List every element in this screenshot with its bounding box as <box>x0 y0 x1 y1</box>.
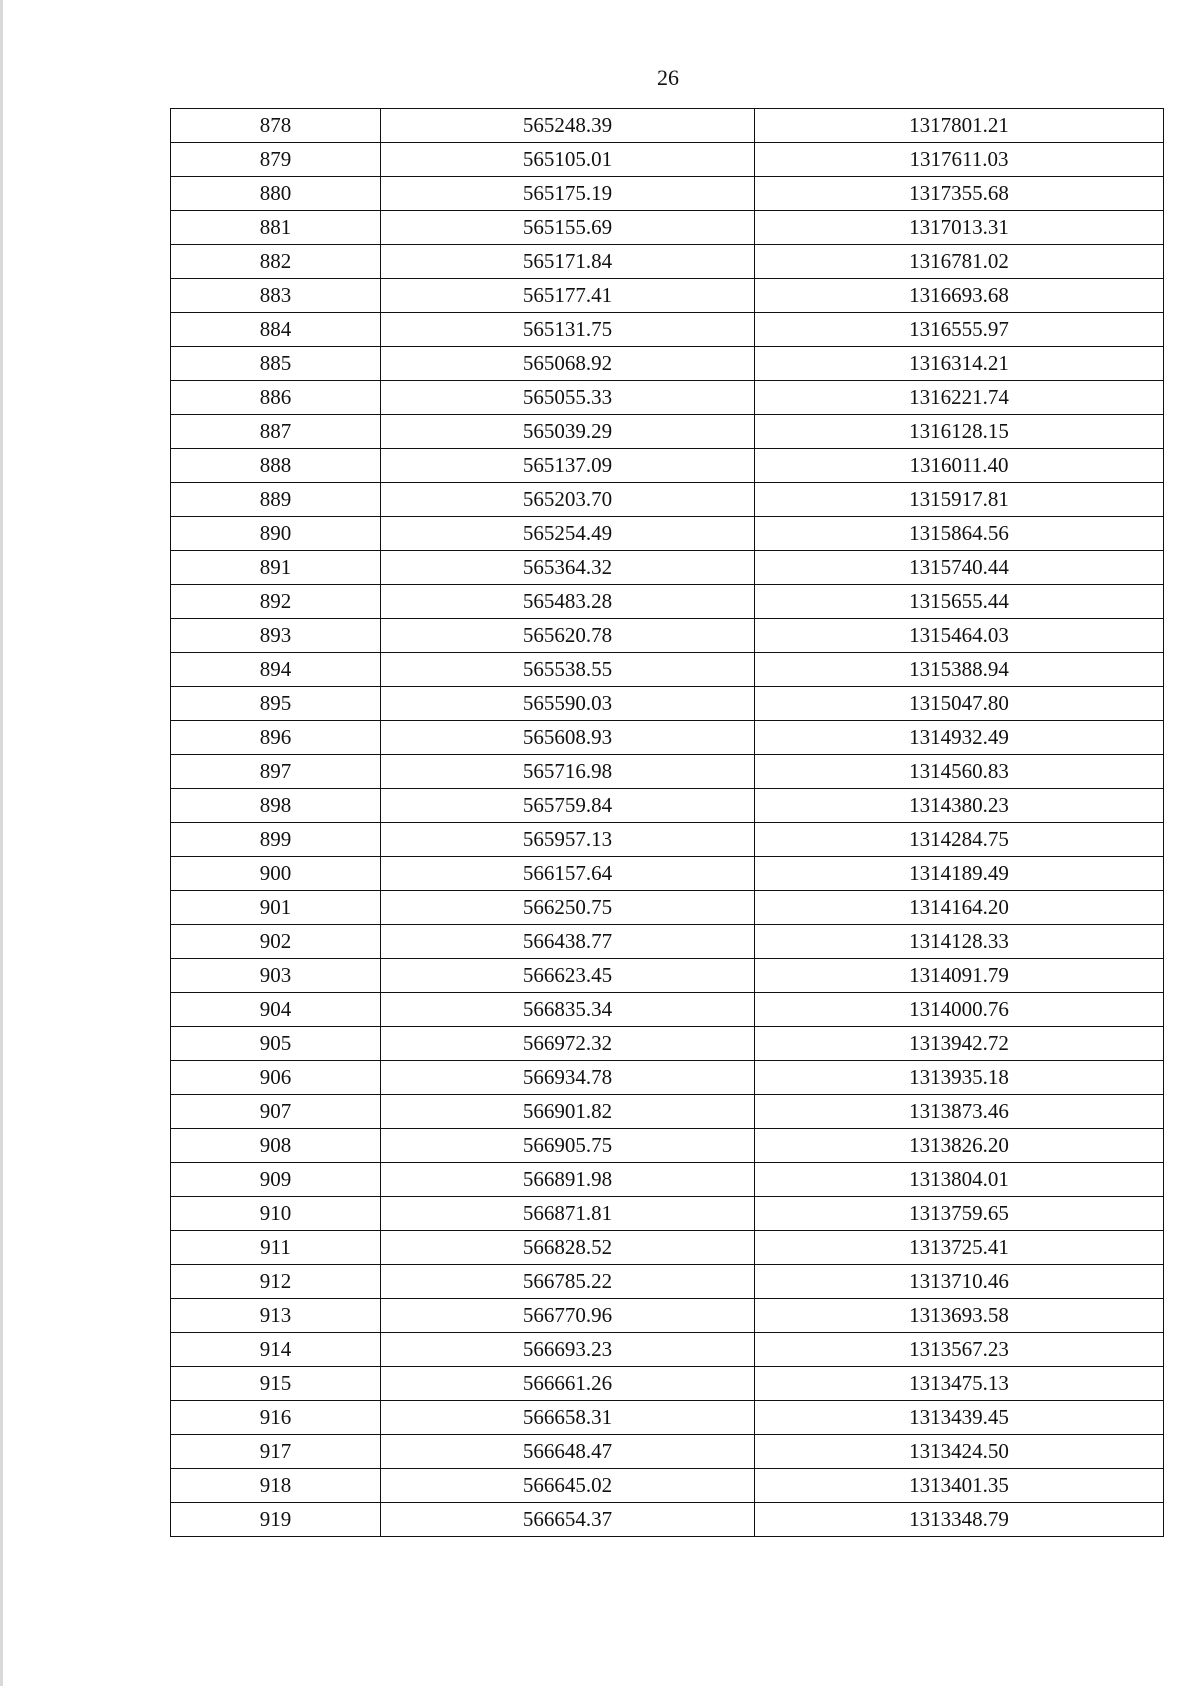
point-number-cell: 897 <box>171 755 381 789</box>
y-coordinate-cell: 1314560.83 <box>755 755 1164 789</box>
point-number-cell: 889 <box>171 483 381 517</box>
point-number-cell: 895 <box>171 687 381 721</box>
table-row <box>171 619 1164 653</box>
x-coordinate-cell: 565716.98 <box>381 755 755 789</box>
point-number-cell: 879 <box>171 143 381 177</box>
x-coordinate-cell: 566785.22 <box>381 1265 755 1299</box>
y-coordinate-cell: 1313873.46 <box>755 1095 1164 1129</box>
x-coordinate-cell: 566770.96 <box>381 1299 755 1333</box>
table-row <box>171 1163 1164 1197</box>
x-coordinate-cell: 566891.98 <box>381 1163 755 1197</box>
y-coordinate-cell: 1316128.15 <box>755 415 1164 449</box>
table-row <box>171 925 1164 959</box>
table-row <box>171 1231 1164 1265</box>
y-coordinate-cell: 1316314.21 <box>755 347 1164 381</box>
x-coordinate-cell: 565957.13 <box>381 823 755 857</box>
table-row <box>171 1129 1164 1163</box>
x-coordinate-cell: 566623.45 <box>381 959 755 993</box>
point-number-cell: 917 <box>171 1435 381 1469</box>
point-number-cell: 916 <box>171 1401 381 1435</box>
table-row <box>171 279 1164 313</box>
point-number-cell: 904 <box>171 993 381 1027</box>
point-number-cell: 880 <box>171 177 381 211</box>
y-coordinate-cell: 1313475.13 <box>755 1367 1164 1401</box>
y-coordinate-cell: 1317355.68 <box>755 177 1164 211</box>
point-number-cell: 878 <box>171 109 381 143</box>
x-coordinate-cell: 566661.26 <box>381 1367 755 1401</box>
y-coordinate-cell: 1315917.81 <box>755 483 1164 517</box>
x-coordinate-cell: 565055.33 <box>381 381 755 415</box>
table-row <box>171 177 1164 211</box>
table-row <box>171 653 1164 687</box>
y-coordinate-cell: 1314189.49 <box>755 857 1164 891</box>
point-number-cell: 890 <box>171 517 381 551</box>
table-row <box>171 1435 1164 1469</box>
x-coordinate-cell: 565620.78 <box>381 619 755 653</box>
x-coordinate-cell: 565175.19 <box>381 177 755 211</box>
y-coordinate-cell: 1315864.56 <box>755 517 1164 551</box>
x-coordinate-cell: 565254.49 <box>381 517 755 551</box>
table-row <box>171 313 1164 347</box>
point-number-cell: 887 <box>171 415 381 449</box>
table-row <box>171 245 1164 279</box>
point-number-cell: 912 <box>171 1265 381 1299</box>
point-number-cell: 891 <box>171 551 381 585</box>
y-coordinate-cell: 1314932.49 <box>755 721 1164 755</box>
x-coordinate-cell: 566835.34 <box>381 993 755 1027</box>
y-coordinate-cell: 1313725.41 <box>755 1231 1164 1265</box>
point-number-cell: 906 <box>171 1061 381 1095</box>
x-coordinate-cell: 566645.02 <box>381 1469 755 1503</box>
y-coordinate-cell: 1315388.94 <box>755 653 1164 687</box>
y-coordinate-cell: 1316781.02 <box>755 245 1164 279</box>
table-row <box>171 1095 1164 1129</box>
x-coordinate-cell: 565364.32 <box>381 551 755 585</box>
x-coordinate-cell: 565137.09 <box>381 449 755 483</box>
point-number-cell: 894 <box>171 653 381 687</box>
x-coordinate-cell: 566648.47 <box>381 1435 755 1469</box>
point-number-cell: 898 <box>171 789 381 823</box>
x-coordinate-cell: 566654.37 <box>381 1503 755 1537</box>
point-number-cell: 892 <box>171 585 381 619</box>
y-coordinate-cell: 1313804.01 <box>755 1163 1164 1197</box>
x-coordinate-cell: 565483.28 <box>381 585 755 619</box>
table-row <box>171 755 1164 789</box>
table-row <box>171 517 1164 551</box>
y-coordinate-cell: 1313401.35 <box>755 1469 1164 1503</box>
x-coordinate-cell: 565131.75 <box>381 313 755 347</box>
point-number-cell: 902 <box>171 925 381 959</box>
table-row <box>171 1469 1164 1503</box>
point-number-cell: 900 <box>171 857 381 891</box>
table-row <box>171 109 1164 143</box>
y-coordinate-cell: 1313693.58 <box>755 1299 1164 1333</box>
table-row <box>171 891 1164 925</box>
y-coordinate-cell: 1317013.31 <box>755 211 1164 245</box>
x-coordinate-cell: 565538.55 <box>381 653 755 687</box>
x-coordinate-cell: 566905.75 <box>381 1129 755 1163</box>
point-number-cell: 905 <box>171 1027 381 1061</box>
table-row <box>171 823 1164 857</box>
x-coordinate-cell: 566901.82 <box>381 1095 755 1129</box>
y-coordinate-cell: 1313826.20 <box>755 1129 1164 1163</box>
y-coordinate-cell: 1313935.18 <box>755 1061 1164 1095</box>
table-row <box>171 1503 1164 1537</box>
point-number-cell: 911 <box>171 1231 381 1265</box>
point-number-cell: 913 <box>171 1299 381 1333</box>
table-row <box>171 721 1164 755</box>
x-coordinate-cell: 565068.92 <box>381 347 755 381</box>
table-row <box>171 1367 1164 1401</box>
y-coordinate-cell: 1316011.40 <box>755 449 1164 483</box>
y-coordinate-cell: 1314284.75 <box>755 823 1164 857</box>
y-coordinate-cell: 1314091.79 <box>755 959 1164 993</box>
x-coordinate-cell: 566250.75 <box>381 891 755 925</box>
table-row <box>171 1299 1164 1333</box>
y-coordinate-cell: 1315655.44 <box>755 585 1164 619</box>
point-number-cell: 907 <box>171 1095 381 1129</box>
table-row <box>171 1061 1164 1095</box>
y-coordinate-cell: 1315464.03 <box>755 619 1164 653</box>
x-coordinate-cell: 565171.84 <box>381 245 755 279</box>
y-coordinate-cell: 1313710.46 <box>755 1265 1164 1299</box>
x-coordinate-cell: 565155.69 <box>381 211 755 245</box>
coordinates-table-body <box>171 109 1164 1537</box>
y-coordinate-cell: 1317611.03 <box>755 143 1164 177</box>
point-number-cell: 919 <box>171 1503 381 1537</box>
point-number-cell: 909 <box>171 1163 381 1197</box>
table-row <box>171 1401 1164 1435</box>
table-row <box>171 449 1164 483</box>
x-coordinate-cell: 565248.39 <box>381 109 755 143</box>
point-number-cell: 881 <box>171 211 381 245</box>
y-coordinate-cell: 1313567.23 <box>755 1333 1164 1367</box>
y-coordinate-cell: 1316221.74 <box>755 381 1164 415</box>
table-row <box>171 347 1164 381</box>
y-coordinate-cell: 1313942.72 <box>755 1027 1164 1061</box>
y-coordinate-cell: 1314000.76 <box>755 993 1164 1027</box>
y-coordinate-cell: 1317801.21 <box>755 109 1164 143</box>
point-number-cell: 883 <box>171 279 381 313</box>
point-number-cell: 901 <box>171 891 381 925</box>
x-coordinate-cell: 566972.32 <box>381 1027 755 1061</box>
y-coordinate-cell: 1316693.68 <box>755 279 1164 313</box>
table-row <box>171 857 1164 891</box>
table-row <box>171 211 1164 245</box>
x-coordinate-cell: 566693.23 <box>381 1333 755 1367</box>
point-number-cell: 915 <box>171 1367 381 1401</box>
x-coordinate-cell: 565105.01 <box>381 143 755 177</box>
scan-edge <box>0 0 3 1686</box>
y-coordinate-cell: 1313424.50 <box>755 1435 1164 1469</box>
table-row <box>171 1333 1164 1367</box>
x-coordinate-cell: 565759.84 <box>381 789 755 823</box>
coordinates-table <box>170 108 1164 1537</box>
y-coordinate-cell: 1314380.23 <box>755 789 1164 823</box>
x-coordinate-cell: 565203.70 <box>381 483 755 517</box>
point-number-cell: 886 <box>171 381 381 415</box>
x-coordinate-cell: 566871.81 <box>381 1197 755 1231</box>
table-row <box>171 687 1164 721</box>
y-coordinate-cell: 1315047.80 <box>755 687 1164 721</box>
x-coordinate-cell: 566658.31 <box>381 1401 755 1435</box>
table-row <box>171 789 1164 823</box>
point-number-cell: 896 <box>171 721 381 755</box>
point-number-cell: 910 <box>171 1197 381 1231</box>
x-coordinate-cell: 565608.93 <box>381 721 755 755</box>
table-row <box>171 959 1164 993</box>
point-number-cell: 882 <box>171 245 381 279</box>
point-number-cell: 885 <box>171 347 381 381</box>
point-number-cell: 884 <box>171 313 381 347</box>
table-row <box>171 585 1164 619</box>
point-number-cell: 918 <box>171 1469 381 1503</box>
table-row <box>171 1265 1164 1299</box>
page-number: 26 <box>657 65 679 90</box>
table-row <box>171 1027 1164 1061</box>
table-row <box>171 381 1164 415</box>
table-row <box>171 1197 1164 1231</box>
point-number-cell: 893 <box>171 619 381 653</box>
point-number-cell: 914 <box>171 1333 381 1367</box>
y-coordinate-cell: 1314128.33 <box>755 925 1164 959</box>
x-coordinate-cell: 566828.52 <box>381 1231 755 1265</box>
x-coordinate-cell: 565039.29 <box>381 415 755 449</box>
point-number-cell: 908 <box>171 1129 381 1163</box>
y-coordinate-cell: 1313348.79 <box>755 1503 1164 1537</box>
table-row <box>171 143 1164 177</box>
x-coordinate-cell: 566934.78 <box>381 1061 755 1095</box>
x-coordinate-cell: 565590.03 <box>381 687 755 721</box>
table-row <box>171 415 1164 449</box>
point-number-cell: 888 <box>171 449 381 483</box>
y-coordinate-cell: 1313759.65 <box>755 1197 1164 1231</box>
x-coordinate-cell: 565177.41 <box>381 279 755 313</box>
point-number-cell: 899 <box>171 823 381 857</box>
table-row <box>171 993 1164 1027</box>
table-row <box>171 483 1164 517</box>
x-coordinate-cell: 566438.77 <box>381 925 755 959</box>
y-coordinate-cell: 1315740.44 <box>755 551 1164 585</box>
y-coordinate-cell: 1313439.45 <box>755 1401 1164 1435</box>
y-coordinate-cell: 1314164.20 <box>755 891 1164 925</box>
x-coordinate-cell: 566157.64 <box>381 857 755 891</box>
table-row <box>171 551 1164 585</box>
point-number-cell: 903 <box>171 959 381 993</box>
y-coordinate-cell: 1316555.97 <box>755 313 1164 347</box>
